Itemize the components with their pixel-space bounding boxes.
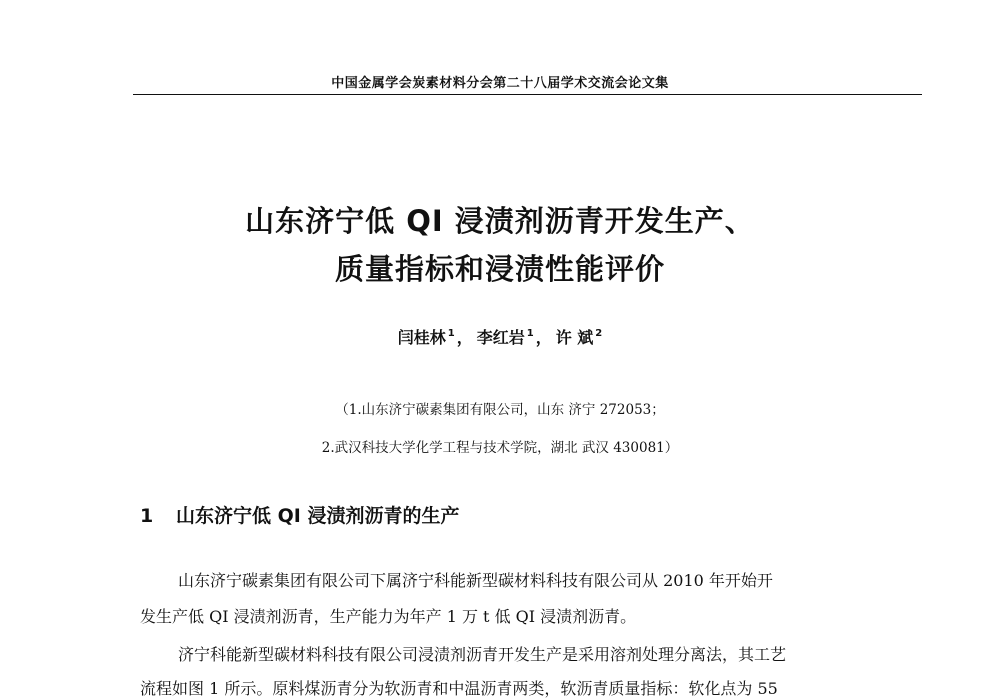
- affiliation-line-1: （1.山东济宁碳素集团有限公司，山东 济宁 272053；: [335, 402, 665, 418]
- section-number: 1: [140, 505, 154, 527]
- running-header: 中国金属学会炭素材料分会第二十八届学术交流会论文集: [331, 76, 669, 91]
- body-text-line-cut-off: 流程如图 1 所示。原料煤沥青分为软沥青和中温沥青两类，软沥青质量指标：软化点为 55: [140, 679, 778, 698]
- author-name: 闫桂林: [397, 328, 446, 347]
- author-name: 李红岩: [476, 328, 525, 347]
- affiliation-mark: 1: [526, 328, 534, 339]
- header-rule: [133, 94, 922, 95]
- affiliation-mark: 2: [595, 328, 603, 339]
- paper-title-line-1: 山东济宁低 QI 浸渍剂沥青开发生产、: [245, 204, 755, 238]
- body-text-line: 山东济宁碳素集团有限公司下属济宁科能新型碳材料科技有限公司从 2010 年开始开: [178, 571, 773, 590]
- paper-title-line-2: 质量指标和浸渍性能评价: [334, 252, 665, 286]
- author-name: 许 斌: [555, 328, 594, 347]
- body-text-line: 济宁科能新型碳材料科技有限公司浸渍剂沥青开发生产是采用溶剂处理分离法，其工艺: [178, 645, 787, 664]
- affiliation-mark: 1: [447, 328, 455, 339]
- section-title: 山东济宁低 QI 浸渍剂沥青的生产: [176, 505, 460, 527]
- author-separator: ，: [456, 328, 473, 347]
- section-heading: [140, 501, 459, 528]
- author-list: [0, 325, 1000, 348]
- body-text-line: 发生产低 QI 浸渍剂沥青，生产能力为年产 1 万 t 低 QI 浸渍剂沥青。: [140, 607, 637, 626]
- affiliation-line-2: 2.武汉科技大学化学工程与技术学院，湖北 武汉 430081）: [321, 440, 679, 456]
- author-separator: ，: [535, 328, 552, 347]
